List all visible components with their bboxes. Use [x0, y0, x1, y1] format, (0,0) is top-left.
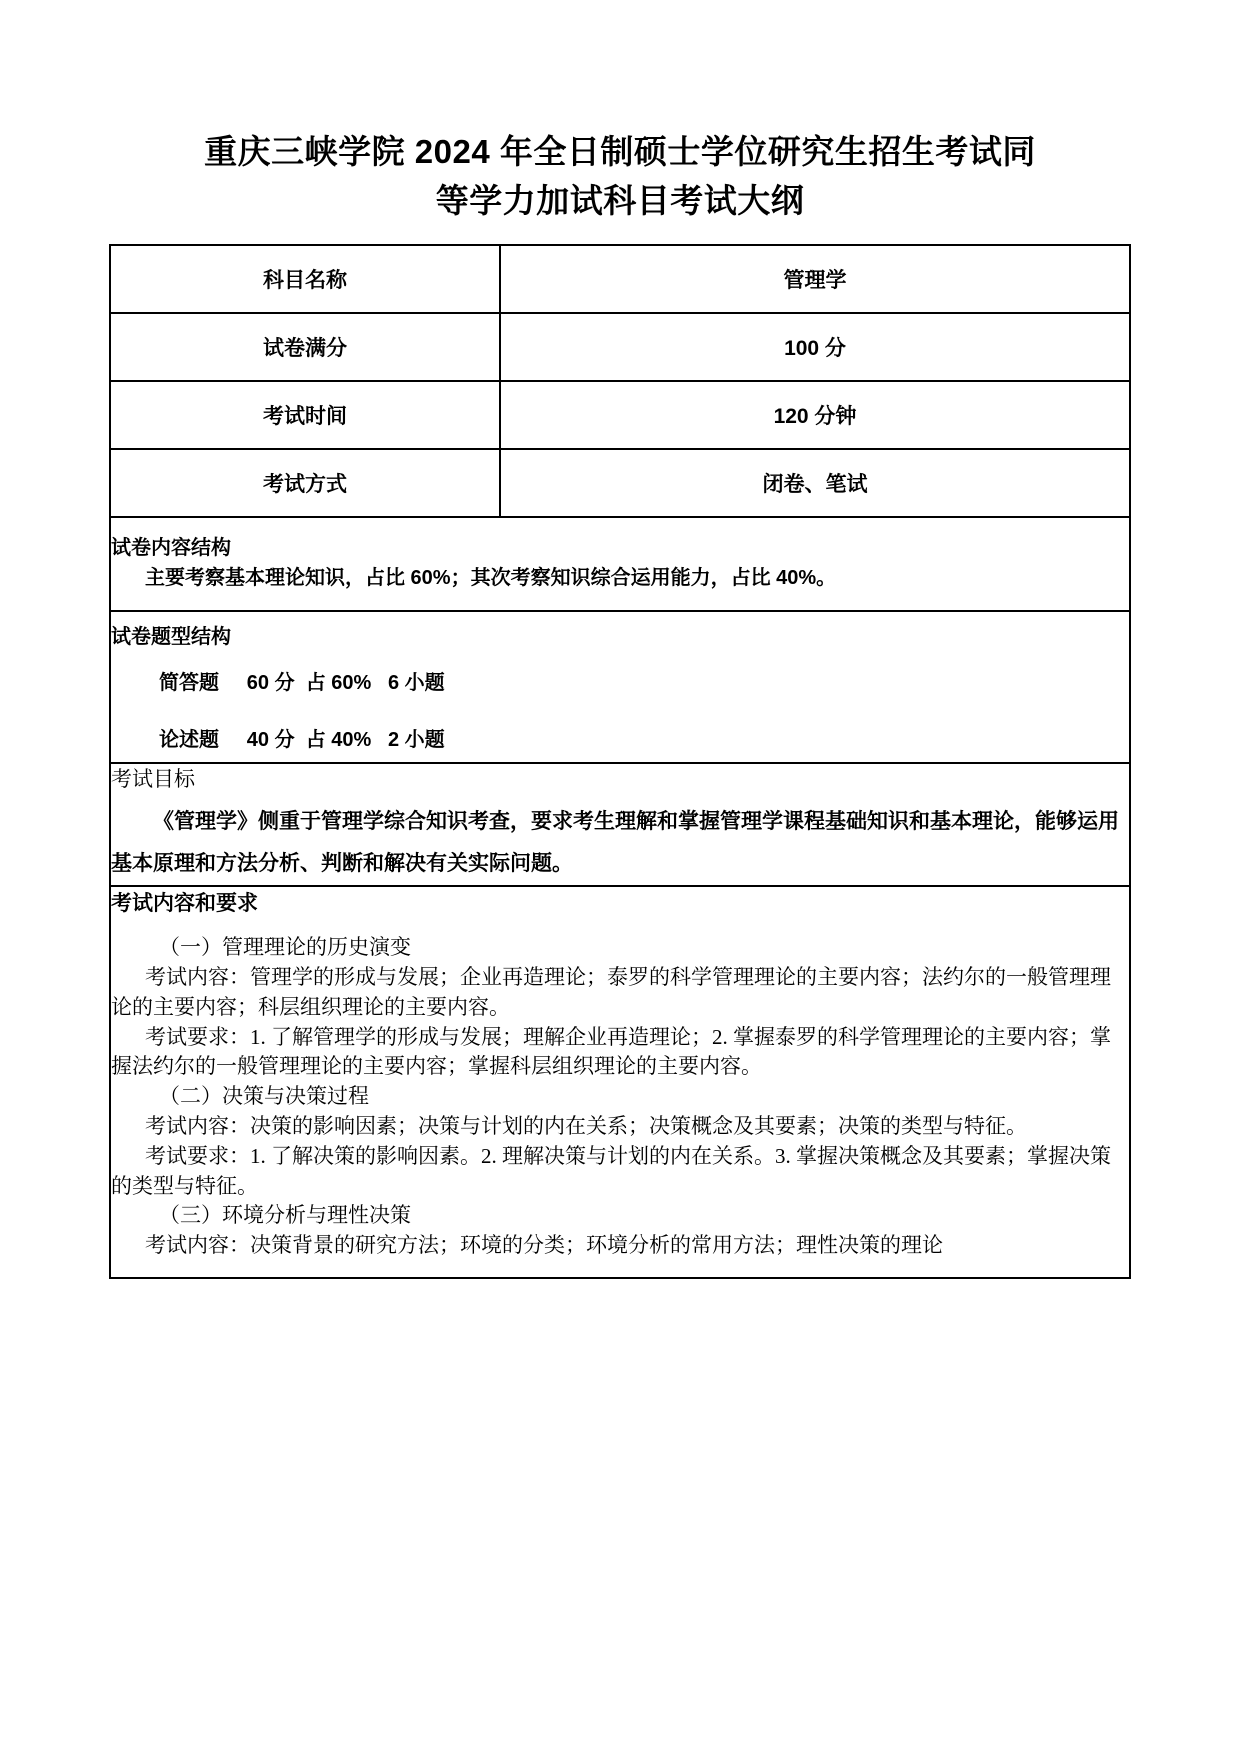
exam-goal-body: 《管理学》侧重于管理学综合知识考查，要求考生理解和掌握管理学课程基础知识和基本理论，能够运用基本原理和方法分析、判断和解决有关实际问题。 [111, 810, 1119, 876]
exam-content-paragraph: （二）决策与决策过程 [159, 1084, 369, 1109]
exam-goal-cell [110, 763, 1130, 887]
info-value: 100 分 [500, 313, 1130, 381]
info-label: 考试方式 [110, 449, 500, 517]
info-value: 闭卷、笔试 [500, 449, 1130, 517]
content-structure-row [110, 517, 1130, 611]
exam-goal-heading: 考试目标 [111, 766, 195, 791]
exam-content-cell [110, 886, 1130, 1278]
exam-content-heading: 考试内容和要求 [111, 892, 258, 916]
content-structure-body: 主要考察基本理论知识，占比 60%；其次考察知识综合运用能力，占比 40%。 [145, 567, 837, 590]
info-value: 管理学 [500, 245, 1130, 313]
question-count: 6 小题 [388, 671, 445, 694]
question-structure-heading: 试卷题型结构 [111, 625, 231, 648]
exam-content-row [110, 886, 1130, 1278]
page-title-line-1: 重庆三峡学院 2024 年全日制硕士学位研究生招生考试同 [204, 133, 1036, 170]
question-structure-row [110, 611, 1130, 763]
page-title-line-2: 等学力加试科目考试大纲 [435, 181, 805, 219]
table-row [110, 449, 1130, 517]
info-label: 考试时间 [110, 381, 500, 449]
question-type: 论述题 [159, 728, 219, 751]
exam-content-paragraph: （三）环境分析与理性决策 [159, 1203, 411, 1228]
question-structure-item [111, 652, 1129, 695]
exam-goal-row [110, 763, 1130, 887]
question-type: 简答题 [159, 671, 219, 694]
exam-content-paragraph: （一）管理理论的历史演变 [159, 935, 411, 960]
exam-content-paragraph: 考试要求：1. 了解管理学的形成与发展；理解企业再造理论；2. 掌握泰罗的科学管理理论的主要内容；掌握法约尔的一般管理理论的主要内容；掌握科层组织理论的主要内容。 [111, 1024, 1111, 1079]
content-structure-heading: 试卷内容结构 [111, 537, 231, 560]
info-value: 120 分钟 [500, 381, 1130, 449]
exam-content-paragraph: 考试内容：决策的影响因素；决策与计划的内在关系；决策概念及其要素；决策的类型与特征。 [145, 1114, 1027, 1139]
table-row [110, 381, 1130, 449]
question-count: 2 小题 [388, 728, 445, 751]
info-label: 科目名称 [110, 245, 500, 313]
info-label: 试卷满分 [110, 313, 500, 381]
question-percent: 占 40% [305, 728, 372, 751]
question-percent: 占 60% [305, 671, 372, 694]
exam-content-paragraph: 考试内容：管理学的形成与发展；企业再造理论；泰罗的科学管理理论的主要内容；法约尔的一般管理理论的主要内容；科层组织理论的主要内容。 [111, 964, 1111, 1019]
table-row [110, 313, 1130, 381]
content-structure-cell [110, 517, 1130, 611]
exam-outline-table [109, 244, 1131, 1280]
exam-content-paragraph: 考试内容：决策背景的研究方法；环境的分类；环境分析的常用方法；理性决策的理论 [145, 1233, 943, 1258]
table-row [110, 245, 1130, 313]
question-structure-item [111, 695, 1129, 752]
question-score: 60 分 [246, 671, 295, 694]
question-structure-cell [110, 611, 1130, 763]
page-title [190, 0, 1050, 226]
exam-content-paragraph: 考试要求：1. 了解决策的影响因素。2. 理解决策与计划的内在关系。3. 掌握决策概念及其要素；掌握决策的类型与特征。 [111, 1143, 1111, 1198]
question-score: 40 分 [246, 728, 295, 751]
